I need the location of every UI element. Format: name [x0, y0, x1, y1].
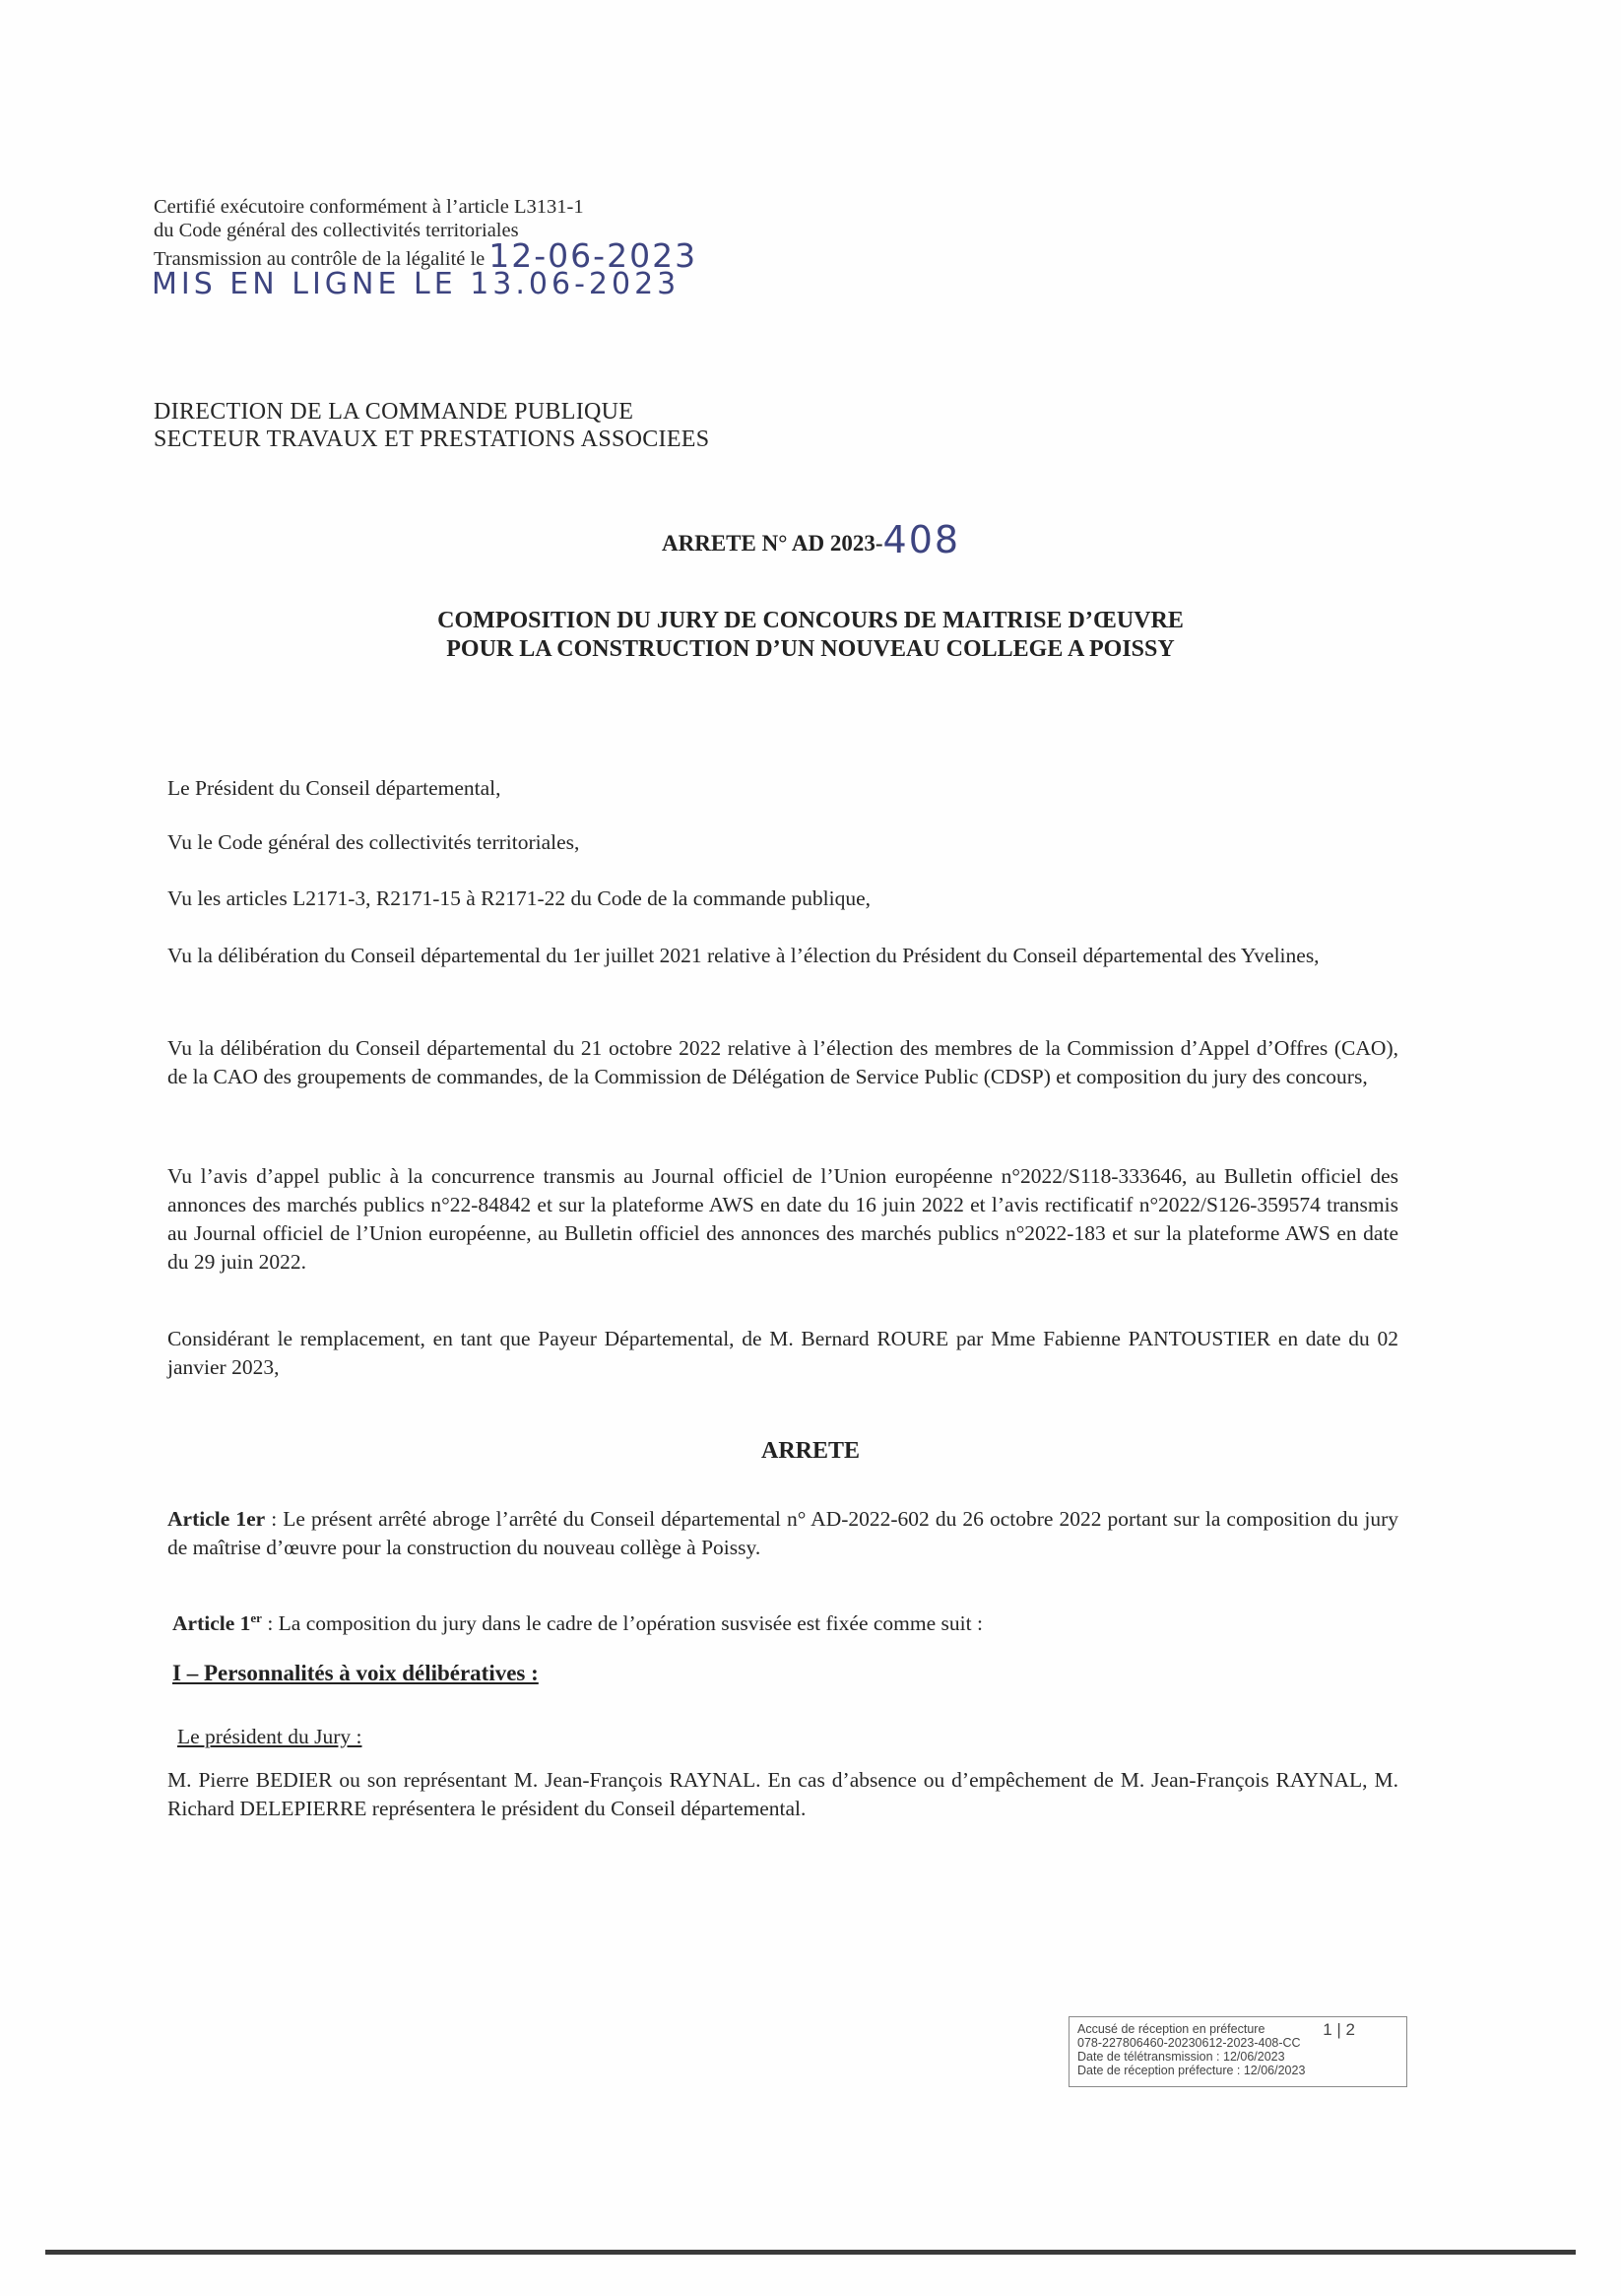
section-heading: I – Personnalités à voix délibératives : [172, 1661, 539, 1685]
article-1-text: : Le présent arrêté abroge l’arrêté du Conseil départemental n° AD-2022-602 du 26 octobre 2022 portant sur la composition du jury de maîtrise d’œuvre pour la construction du nouveau collège à Poissy. [167, 1507, 1398, 1559]
paragraph-vu-articles: Vu les articles L2171-3, R2171-15 à R2171-22 du Code de la commande publique, [167, 886, 872, 910]
direction-block [154, 398, 709, 453]
handwritten-arrete-number: 408 [882, 518, 961, 561]
paragraph-vu-deliberation-2: Vu la délibération du Conseil départemental du 21 octobre 2022 relative à l’élection des membres de la Commission d’Appel d’Offres (CAO), de la CAO des groupements de commandes, de la Commission de Délégation de Service Public (CDSP) et composition du jury des concours, [167, 1036, 1398, 1088]
paragraph-vu-deliberation-1: Vu la délibération du Conseil départemental du 1er juillet 2021 relative à l’élection du Président du Conseil départemental des Yvelines, [167, 944, 1320, 967]
arrete-number-prefix: ARRETE N° AD 2023- [662, 531, 883, 556]
stamp-line-3: Date de télétransmission : 12/06/2023 [1077, 2050, 1285, 2064]
article-1b-paragraph [172, 1604, 1403, 1638]
direction-line-2: SECTEUR TRAVAUX ET PRESTATIONS ASSOCIEES [154, 426, 710, 452]
title-line-2: POUR LA CONSTRUCTION D’UN NOUVEAU COLLEGE A POISSY [446, 636, 1175, 662]
paragraph-vu-code: Vu le Code général des collectivités territoriales, [167, 830, 580, 854]
certification-block [152, 195, 843, 301]
article-1-paragraph [167, 1505, 1398, 1562]
article-1b-sup: er [250, 1610, 262, 1625]
page-number: 1 | 2 [1323, 2020, 1355, 2039]
stamp-line-4: Date de réception préfecture : 12/06/2023 [1077, 2064, 1306, 2077]
cert-line-2: du Code général des collectivités territoriales [154, 220, 519, 241]
article-1b-text: : La composition du jury dans le cadre de l’opération susvisée est fixée comme suit : [261, 1611, 983, 1636]
article-1-label: Article 1er [167, 1507, 266, 1531]
arrete-number [662, 516, 960, 559]
bottom-divider [45, 2250, 1576, 2255]
handwritten-online-date: MIS EN LIGNE LE 13.06-2023 [152, 267, 681, 301]
arrete-heading: ARRETE [760, 1438, 861, 1464]
cert-transmission-label: Transmission au contrôle de la légalité le [154, 248, 486, 270]
prefecture-reception-stamp [1069, 2016, 1407, 2087]
document-title [0, 607, 1621, 664]
stamp-line-2: 078-227806460-20230612-2023-408-CC [1077, 2036, 1301, 2050]
direction-line-1: DIRECTION DE LA COMMANDE PUBLIQUE [154, 399, 634, 425]
article-1b-label: Article 1 [172, 1611, 251, 1636]
title-line-1: COMPOSITION DU JURY DE CONCOURS DE MAITRISE D’ŒUVRE [437, 608, 1184, 633]
jury-president-text: M. Pierre BEDIER ou son représentant M. Jean-François RAYNAL. En cas d’absence ou d’empêchement de M. Jean-François RAYNAL, M. Richard DELEPIERRE représentera le président du Conseil départemental. [167, 1768, 1398, 1820]
paragraph-considerant: Considérant le remplacement, en tant que Payeur Départemental, de M. Bernard ROURE par Mme Fabienne PANTOUSTIER en date du 02 janvier 2023, [167, 1327, 1398, 1379]
paragraph-vu-avis: Vu l’avis d’appel public à la concurrence transmis au Journal officiel de l’Union européenne n°2022/S118-333646, au Bulletin officiel des annonces des marchés publics n°22-84842 et sur la plateforme AWS en date du 16 juin 2022 et l’avis rectificatif n°2022/S126-359574 transmis au Journal officiel de l’Union européenne, au Bulletin officiel des annonces des marchés publics n°2022-183 et sur la plateforme AWS en date du 29 juin 2022. [167, 1164, 1398, 1274]
jury-president-subheading: Le président du Jury : [177, 1725, 362, 1748]
handwritten-date: 12-06-2023 [488, 236, 698, 275]
cert-line-1: Certifié exécutoire conformément à l’article L3131-1 [154, 196, 584, 218]
paragraph-president: Le Président du Conseil départemental, [167, 776, 501, 800]
stamp-line-1: Accusé de réception en préfecture [1077, 2022, 1265, 2036]
